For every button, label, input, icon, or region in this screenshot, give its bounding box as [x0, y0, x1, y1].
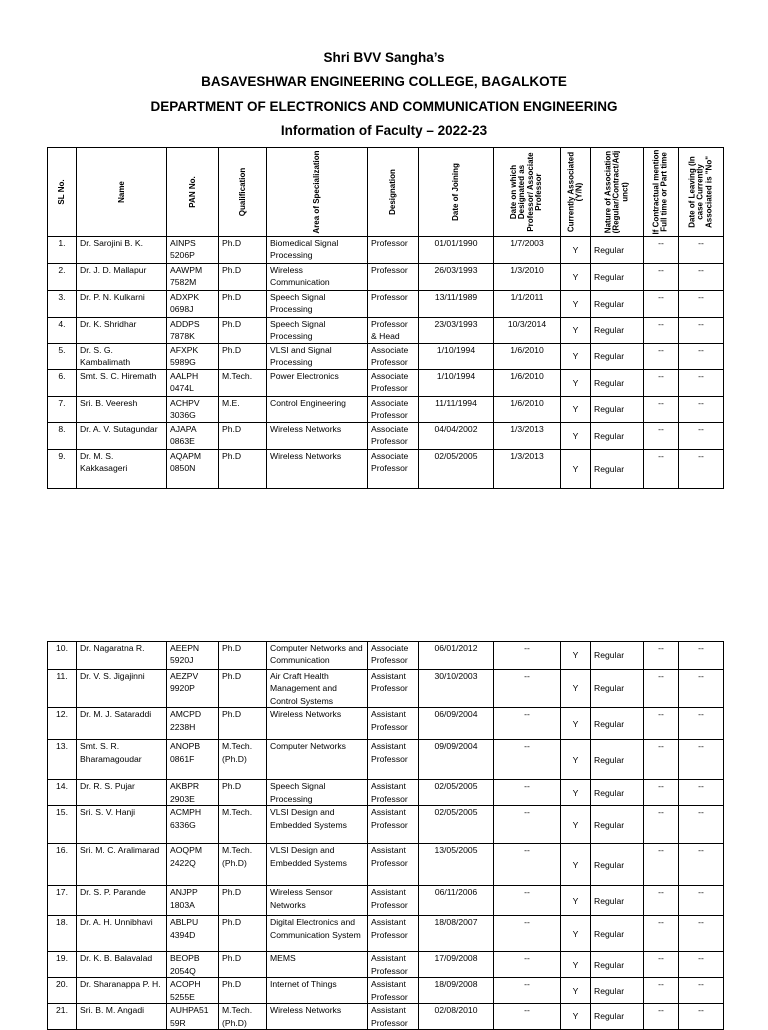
cell-currently-associated: Y — [561, 844, 591, 886]
cell-contractual-type: -- — [644, 450, 679, 489]
cell-pan-no: AAWPM 7582M — [167, 264, 219, 291]
cell-contractual-type: -- — [644, 237, 679, 264]
cell-currently-associated: Y — [561, 318, 591, 344]
cell-pan-no: ADXPK 0698J — [167, 291, 219, 318]
col-designation: Designation — [368, 148, 419, 237]
table-row — [48, 806, 724, 844]
cell-nature-of-association: Regular — [591, 264, 644, 291]
table-row — [48, 450, 724, 489]
cell-sl-no: 14. — [48, 780, 77, 806]
cell-area-of-specialization: Wireless Sensor Networks — [267, 886, 368, 916]
cell-designation: Assistant Professor — [368, 670, 419, 708]
cell-contractual-type: -- — [644, 318, 679, 344]
table-row — [48, 318, 724, 344]
col-contractual: If Contractual mention Full time or Part time — [644, 148, 679, 237]
cell-pan-no: AALPH 0474L — [167, 370, 219, 397]
cell-sl-no: 21. — [48, 1004, 77, 1030]
cell-currently-associated: Y — [561, 952, 591, 978]
cell-pan-no: AEZPV 9920P — [167, 670, 219, 708]
cell-nature-of-association: Regular — [591, 344, 644, 370]
cell-date-of-joining: 30/10/2003 — [419, 670, 494, 708]
cell-area-of-specialization: Computer Networks — [267, 740, 368, 780]
cell-designation: Assistant Professor — [368, 952, 419, 978]
cell-contractual-type: -- — [644, 978, 679, 1004]
cell-contractual-type: -- — [644, 370, 679, 397]
cell-qualification: Ph.D — [219, 952, 267, 978]
cell-date-designated: -- — [494, 844, 561, 886]
cell-designation: Assistant Professor — [368, 916, 419, 952]
cell-date-of-leaving: -- — [679, 952, 724, 978]
cell-area-of-specialization: Speech Signal Processing — [267, 318, 368, 344]
cell-qualification: Ph.D — [219, 450, 267, 489]
cell-currently-associated: Y — [561, 423, 591, 450]
cell-designation: Associate Professor — [368, 450, 419, 489]
cell-name: Dr. J. D. Mallapur — [77, 264, 167, 291]
cell-nature-of-association: Regular — [591, 642, 644, 670]
cell-currently-associated: Y — [561, 978, 591, 1004]
cell-name: Dr. Sharanappa P. H. — [77, 978, 167, 1004]
cell-pan-no: ACHPV 3036G — [167, 397, 219, 423]
cell-sl-no: 2. — [48, 264, 77, 291]
cell-date-of-joining: 06/09/2004 — [419, 708, 494, 740]
cell-area-of-specialization: Control Engineering — [267, 397, 368, 423]
cell-date-of-joining: 02/05/2005 — [419, 780, 494, 806]
cell-date-designated: 1/1/2011 — [494, 291, 561, 318]
cell-date-designated: -- — [494, 952, 561, 978]
cell-designation: Assistant Professor — [368, 978, 419, 1004]
cell-contractual-type: -- — [644, 397, 679, 423]
cell-date-of-leaving: -- — [679, 264, 724, 291]
cell-name: Dr. P. N. Kulkarni — [77, 291, 167, 318]
cell-date-of-joining: 13/05/2005 — [419, 844, 494, 886]
cell-name: Dr. R. S. Pujar — [77, 780, 167, 806]
cell-designation: Assistant Professor — [368, 708, 419, 740]
cell-contractual-type: -- — [644, 844, 679, 886]
cell-name: Sri. B. M. Angadi — [77, 1004, 167, 1030]
cell-qualification: Ph.D — [219, 264, 267, 291]
cell-qualification: Ph.D — [219, 916, 267, 952]
cell-date-of-leaving: -- — [679, 916, 724, 952]
cell-date-of-joining: 13/11/1989 — [419, 291, 494, 318]
cell-name: Dr. M. J. Sataraddi — [77, 708, 167, 740]
cell-name: Sri. M. C. Aralimarad — [77, 844, 167, 886]
cell-date-designated: 1/6/2010 — [494, 370, 561, 397]
cell-designation: Assistant Professor — [368, 886, 419, 916]
cell-date-of-joining: 06/01/2012 — [419, 642, 494, 670]
cell-nature-of-association: Regular — [591, 291, 644, 318]
cell-currently-associated: Y — [561, 806, 591, 844]
cell-date-of-joining: 1/10/1994 — [419, 344, 494, 370]
cell-date-of-joining: 01/01/1990 — [419, 237, 494, 264]
cell-designation: Associate Professor — [368, 344, 419, 370]
cell-date-of-leaving: -- — [679, 370, 724, 397]
cell-designation: Associate Professor — [368, 370, 419, 397]
cell-area-of-specialization: Computer Networks and Communication — [267, 642, 368, 670]
department-name: DEPARTMENT OF ELECTRONICS AND COMMUNICATION ENGINEERING — [150, 99, 618, 114]
cell-date-designated: -- — [494, 780, 561, 806]
cell-name: Dr. Sarojini B. K. — [77, 237, 167, 264]
cell-designation: Associate Professor — [368, 397, 419, 423]
cell-sl-no: 15. — [48, 806, 77, 844]
cell-nature-of-association: Regular — [591, 740, 644, 780]
cell-date-of-leaving: -- — [679, 740, 724, 780]
cell-area-of-specialization: MEMS — [267, 952, 368, 978]
cell-date-designated: 1/6/2010 — [494, 344, 561, 370]
cell-sl-no: 18. — [48, 916, 77, 952]
cell-nature-of-association: Regular — [591, 780, 644, 806]
cell-sl-no: 9. — [48, 450, 77, 489]
cell-area-of-specialization: VLSI Design and Embedded Systems — [267, 844, 368, 886]
cell-name: Dr. K. Shridhar — [77, 318, 167, 344]
cell-name: Dr. K. B. Balavalad — [77, 952, 167, 978]
cell-qualification: Ph.D — [219, 780, 267, 806]
page-title: Information of Faculty – 2022-23 — [280, 123, 488, 138]
cell-sl-no: 17. — [48, 886, 77, 916]
cell-date-designated: -- — [494, 916, 561, 952]
cell-name: Smt. S. R. Bharamagoudar — [77, 740, 167, 780]
cell-qualification: M.Tech. (Ph.D) — [219, 844, 267, 886]
cell-pan-no: AUHPA51 59R — [167, 1004, 219, 1030]
cell-contractual-type: -- — [644, 264, 679, 291]
cell-sl-no: 8. — [48, 423, 77, 450]
cell-date-designated: 1/7/2003 — [494, 237, 561, 264]
table-row — [48, 844, 724, 886]
table-row — [48, 952, 724, 978]
cell-contractual-type: -- — [644, 708, 679, 740]
cell-date-designated: -- — [494, 978, 561, 1004]
cell-qualification: M.Tech. (Ph.D) — [219, 1004, 267, 1030]
cell-contractual-type: -- — [644, 423, 679, 450]
cell-area-of-specialization: Digital Electronics and Communication System — [267, 916, 368, 952]
cell-date-of-leaving: -- — [679, 642, 724, 670]
cell-currently-associated: Y — [561, 916, 591, 952]
cell-name: Dr. Nagaratna R. — [77, 642, 167, 670]
cell-currently-associated: Y — [561, 450, 591, 489]
cell-qualification: Ph.D — [219, 978, 267, 1004]
cell-currently-associated: Y — [561, 740, 591, 780]
cell-area-of-specialization: Wireless Networks — [267, 708, 368, 740]
cell-pan-no: ANJPP 1803A — [167, 886, 219, 916]
cell-qualification: Ph.D — [219, 886, 267, 916]
cell-date-designated: 10/3/2014 — [494, 318, 561, 344]
cell-date-of-leaving: -- — [679, 291, 724, 318]
cell-currently-associated: Y — [561, 780, 591, 806]
table-row — [48, 264, 724, 291]
cell-currently-associated: Y — [561, 1004, 591, 1030]
sangha-name: Shri BVV Sangha’s — [323, 50, 445, 65]
cell-name: Dr. V. S. Jigajinni — [77, 670, 167, 708]
cell-sl-no: 19. — [48, 952, 77, 978]
cell-area-of-specialization: Air Craft Health Management and Control Systems — [267, 670, 368, 708]
cell-qualification: Ph.D — [219, 423, 267, 450]
table-row — [48, 397, 724, 423]
cell-area-of-specialization: Power Electronics — [267, 370, 368, 397]
header-row — [48, 148, 724, 237]
cell-date-of-leaving: -- — [679, 780, 724, 806]
cell-date-designated: -- — [494, 740, 561, 780]
table-row — [48, 886, 724, 916]
cell-nature-of-association: Regular — [591, 844, 644, 886]
cell-pan-no: AOQPM 2422Q — [167, 844, 219, 886]
cell-date-of-joining: 11/11/1994 — [419, 397, 494, 423]
cell-contractual-type: -- — [644, 806, 679, 844]
table-row — [48, 642, 724, 670]
cell-qualification: M.E. — [219, 397, 267, 423]
cell-nature-of-association: Regular — [591, 886, 644, 916]
cell-nature-of-association: Regular — [591, 916, 644, 952]
cell-pan-no: ANOPB 0861F — [167, 740, 219, 780]
cell-nature-of-association: Regular — [591, 397, 644, 423]
cell-pan-no: BEOPB 2054Q — [167, 952, 219, 978]
col-sl-no: SL No. — [48, 148, 77, 237]
cell-currently-associated: Y — [561, 370, 591, 397]
table-row — [48, 708, 724, 740]
cell-date-of-joining: 17/09/2008 — [419, 952, 494, 978]
cell-date-of-joining: 02/05/2005 — [419, 450, 494, 489]
cell-date-of-leaving: -- — [679, 886, 724, 916]
cell-date-of-leaving: -- — [679, 318, 724, 344]
col-area: Area of Specialization — [267, 148, 368, 237]
cell-sl-no: 10. — [48, 642, 77, 670]
table-row — [48, 780, 724, 806]
cell-date-designated: -- — [494, 670, 561, 708]
cell-date-designated: 1/3/2013 — [494, 450, 561, 489]
cell-currently-associated: Y — [561, 642, 591, 670]
cell-date-of-joining: 04/04/2002 — [419, 423, 494, 450]
cell-qualification: Ph.D — [219, 237, 267, 264]
cell-nature-of-association: Regular — [591, 370, 644, 397]
cell-sl-no: 1. — [48, 237, 77, 264]
cell-area-of-specialization: Wireless Networks — [267, 450, 368, 489]
cell-name: Dr. M. S. Kakkasageri — [77, 450, 167, 489]
cell-pan-no: ACOPH 5255E — [167, 978, 219, 1004]
cell-currently-associated: Y — [561, 291, 591, 318]
col-currently-associated: Currently Associated (Y/N) — [561, 148, 591, 237]
cell-contractual-type: -- — [644, 642, 679, 670]
cell-designation: Professor & Head — [368, 318, 419, 344]
cell-sl-no: 20. — [48, 978, 77, 1004]
cell-name: Sri. S. V. Hanji — [77, 806, 167, 844]
cell-designation: Assistant Professor — [368, 1004, 419, 1030]
cell-contractual-type: -- — [644, 291, 679, 318]
cell-pan-no: AJAPA 0863E — [167, 423, 219, 450]
cell-nature-of-association: Regular — [591, 237, 644, 264]
cell-currently-associated: Y — [561, 886, 591, 916]
table-row — [48, 291, 724, 318]
cell-date-designated: -- — [494, 1004, 561, 1030]
cell-name: Dr. A. V. Sutagundar — [77, 423, 167, 450]
table-row — [48, 423, 724, 450]
cell-contractual-type: -- — [644, 916, 679, 952]
cell-nature-of-association: Regular — [591, 450, 644, 489]
cell-designation: Assistant Professor — [368, 806, 419, 844]
cell-name: Dr. S. P. Parande — [77, 886, 167, 916]
table-row — [48, 916, 724, 952]
cell-area-of-specialization: Speech Signal Processing — [267, 780, 368, 806]
cell-pan-no: AKBPR 2903E — [167, 780, 219, 806]
cell-date-designated: 1/3/2010 — [494, 264, 561, 291]
cell-designation: Assistant Professor — [368, 844, 419, 886]
cell-date-of-joining: 02/08/2010 — [419, 1004, 494, 1030]
cell-date-of-leaving: -- — [679, 708, 724, 740]
cell-date-of-leaving: -- — [679, 423, 724, 450]
cell-name: Sri. B. Veeresh — [77, 397, 167, 423]
cell-designation: Professor — [368, 291, 419, 318]
cell-qualification: Ph.D — [219, 318, 267, 344]
cell-contractual-type: -- — [644, 740, 679, 780]
cell-sl-no: 7. — [48, 397, 77, 423]
cell-area-of-specialization: Wireless Networks — [267, 1004, 368, 1030]
cell-qualification: M.Tech. — [219, 370, 267, 397]
cell-contractual-type: -- — [644, 344, 679, 370]
cell-date-of-joining: 06/11/2006 — [419, 886, 494, 916]
cell-qualification: M.Tech. — [219, 806, 267, 844]
cell-designation: Professor — [368, 264, 419, 291]
cell-qualification: M.Tech. (Ph.D) — [219, 740, 267, 780]
cell-sl-no: 11. — [48, 670, 77, 708]
cell-pan-no: AQAPM 0850N — [167, 450, 219, 489]
cell-qualification: Ph.D — [219, 642, 267, 670]
cell-pan-no: ADDPS 7878K — [167, 318, 219, 344]
cell-date-of-leaving: -- — [679, 450, 724, 489]
faculty-table-page1 — [47, 147, 724, 489]
cell-qualification: Ph.D — [219, 670, 267, 708]
cell-pan-no: AEEPN 5920J — [167, 642, 219, 670]
cell-date-of-joining: 18/09/2008 — [419, 978, 494, 1004]
cell-date-of-joining: 1/10/1994 — [419, 370, 494, 397]
col-date-leaving: Date of Leaving (In case Currently Associated is "No" — [679, 148, 724, 237]
table-row — [48, 370, 724, 397]
cell-date-of-leaving: -- — [679, 237, 724, 264]
cell-date-designated: -- — [494, 806, 561, 844]
cell-date-of-leaving: -- — [679, 1004, 724, 1030]
cell-contractual-type: -- — [644, 670, 679, 708]
cell-sl-no: 5. — [48, 344, 77, 370]
cell-date-of-joining: 09/09/2004 — [419, 740, 494, 780]
cell-date-designated: -- — [494, 642, 561, 670]
cell-contractual-type: -- — [644, 952, 679, 978]
cell-area-of-specialization: Biomedical Signal Processing — [267, 237, 368, 264]
cell-sl-no: 13. — [48, 740, 77, 780]
cell-contractual-type: -- — [644, 886, 679, 916]
cell-area-of-specialization: Wireless Networks — [267, 423, 368, 450]
cell-area-of-specialization: VLSI and Signal Processing — [267, 344, 368, 370]
cell-nature-of-association: Regular — [591, 670, 644, 708]
cell-qualification: Ph.D — [219, 291, 267, 318]
cell-date-of-joining: 23/03/1993 — [419, 318, 494, 344]
cell-nature-of-association: Regular — [591, 1004, 644, 1030]
cell-date-designated: -- — [494, 708, 561, 740]
faculty-table-page2 — [47, 641, 724, 1030]
cell-date-of-leaving: -- — [679, 844, 724, 886]
cell-contractual-type: -- — [644, 780, 679, 806]
cell-area-of-specialization: Wireless Communication — [267, 264, 368, 291]
cell-nature-of-association: Regular — [591, 978, 644, 1004]
cell-name: Smt. S. C. Hiremath — [77, 370, 167, 397]
cell-nature-of-association: Regular — [591, 708, 644, 740]
table-row — [48, 237, 724, 264]
cell-date-of-joining: 18/08/2007 — [419, 916, 494, 952]
cell-date-of-leaving: -- — [679, 344, 724, 370]
table-row — [48, 1004, 724, 1030]
cell-nature-of-association: Regular — [591, 318, 644, 344]
cell-currently-associated: Y — [561, 397, 591, 423]
table-row — [48, 978, 724, 1004]
cell-nature-of-association: Regular — [591, 952, 644, 978]
cell-date-of-leaving: -- — [679, 397, 724, 423]
col-date-joining: Date of Joining — [419, 148, 494, 237]
cell-designation: Assistant Professor — [368, 740, 419, 780]
cell-designation: Associate Professor — [368, 642, 419, 670]
cell-sl-no: 4. — [48, 318, 77, 344]
cell-sl-no: 12. — [48, 708, 77, 740]
cell-date-designated: -- — [494, 886, 561, 916]
cell-nature-of-association: Regular — [591, 423, 644, 450]
cell-nature-of-association: Regular — [591, 806, 644, 844]
cell-date-of-leaving: -- — [679, 806, 724, 844]
cell-contractual-type: -- — [644, 1004, 679, 1030]
table-row — [48, 740, 724, 780]
cell-area-of-specialization: Internet of Things — [267, 978, 368, 1004]
cell-sl-no: 3. — [48, 291, 77, 318]
cell-pan-no: AFXPK 5989G — [167, 344, 219, 370]
col-qualification: Qualification — [219, 148, 267, 237]
cell-currently-associated: Y — [561, 670, 591, 708]
col-name: Name — [77, 148, 167, 237]
cell-date-designated: 1/3/2013 — [494, 423, 561, 450]
cell-date-of-leaving: -- — [679, 978, 724, 1004]
cell-sl-no: 6. — [48, 370, 77, 397]
cell-currently-associated: Y — [561, 237, 591, 264]
cell-date-of-joining: 26/03/1993 — [419, 264, 494, 291]
cell-designation: Assistant Professor — [368, 780, 419, 806]
cell-sl-no: 16. — [48, 844, 77, 886]
col-pan: PAN No. — [167, 148, 219, 237]
cell-currently-associated: Y — [561, 264, 591, 291]
cell-date-designated: 1/6/2010 — [494, 397, 561, 423]
table-row — [48, 670, 724, 708]
cell-currently-associated: Y — [561, 708, 591, 740]
cell-name: Dr. S. G. Kambalimath — [77, 344, 167, 370]
cell-pan-no: AINPS 5206P — [167, 237, 219, 264]
cell-date-of-leaving: -- — [679, 670, 724, 708]
table-row — [48, 344, 724, 370]
cell-area-of-specialization: VLSI Design and Embedded Systems — [267, 806, 368, 844]
cell-qualification: Ph.D — [219, 708, 267, 740]
cell-name: Dr. A. H. Unnibhavi — [77, 916, 167, 952]
cell-pan-no: AMCPD 2238H — [167, 708, 219, 740]
college-name: BASAVESHWAR ENGINEERING COLLEGE, BAGALKOTE — [201, 74, 567, 89]
cell-currently-associated: Y — [561, 344, 591, 370]
col-nature: Nature of Association (Regular/Contract/Adj unct) — [591, 148, 644, 237]
cell-area-of-specialization: Speech Signal Processing — [267, 291, 368, 318]
cell-designation: Associate Professor — [368, 423, 419, 450]
cell-pan-no: ABLPU 4394D — [167, 916, 219, 952]
cell-date-of-joining: 02/05/2005 — [419, 806, 494, 844]
col-date-designated: Date on which Designated as Professor/ Associate Professor — [494, 148, 561, 237]
cell-pan-no: ACMPH 6336G — [167, 806, 219, 844]
cell-designation: Professor — [368, 237, 419, 264]
cell-qualification: Ph.D — [219, 344, 267, 370]
